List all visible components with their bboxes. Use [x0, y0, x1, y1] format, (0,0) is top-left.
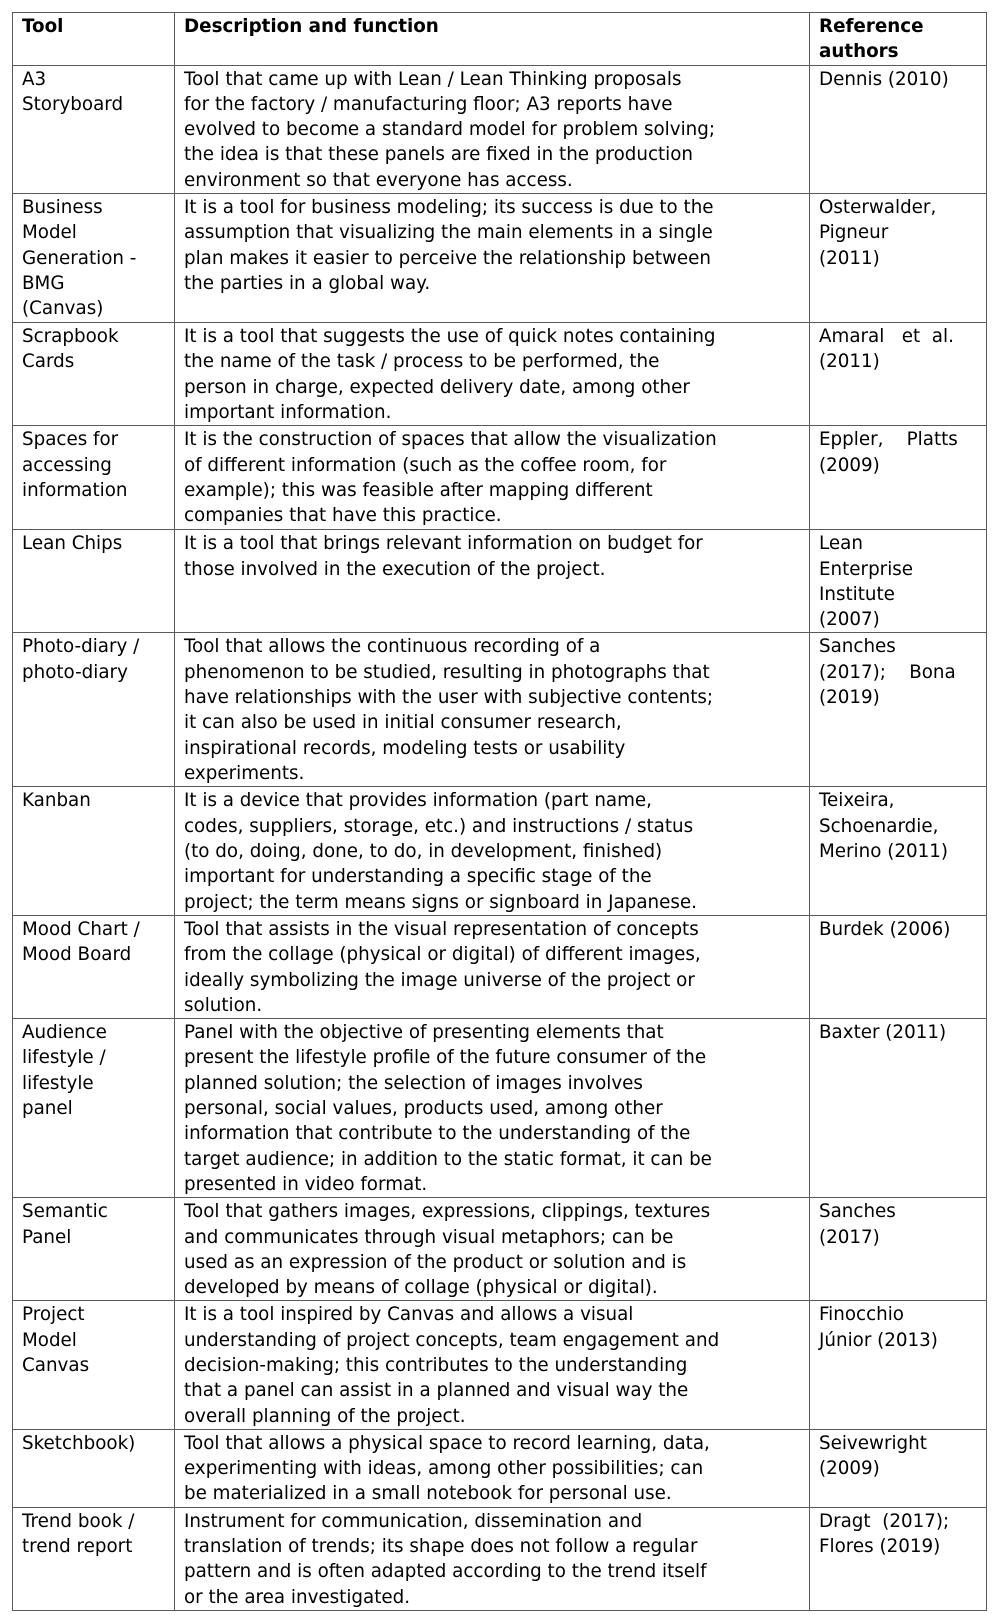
cell-line: translation of trends; its shape does not follow a regular	[184, 1536, 698, 1558]
cell-line: Spaces for	[22, 429, 119, 451]
cell-line: panel	[22, 1098, 73, 1120]
cell-line: Instrument for communication, dissemination and	[184, 1510, 643, 1532]
cell-line: (to do, doing, done, to do, in development, finished)	[184, 841, 663, 863]
authors-cell	[810, 323, 987, 426]
cell-line: environment so that everyone has access.	[184, 169, 573, 191]
cell-line: project; the term means signs or signboard in Japanese.	[184, 891, 697, 913]
cell-line: ideally symbolizing the image universe of the project or	[184, 969, 695, 991]
cell-line: for the factory / manufacturing floor; A3 reports have	[184, 93, 673, 115]
authors-cell	[810, 787, 987, 915]
cell-line: Sketchbook)	[22, 1432, 136, 1454]
tool-cell	[13, 426, 175, 530]
cell-line: Cards	[22, 351, 75, 373]
tool-cell	[13, 65, 175, 193]
table-row	[13, 1429, 987, 1507]
table-row	[13, 1019, 987, 1198]
tool-cell	[13, 1019, 175, 1198]
cell-line: (Canvas)	[22, 298, 104, 320]
cell-line: (2009)	[819, 454, 880, 476]
tool-cell	[13, 1507, 175, 1610]
cell-line: person in charge, expected delivery date, among other	[184, 376, 690, 398]
cell-line: Institute	[819, 583, 895, 605]
cell-line: pattern and is often adapted according to the trend itself	[184, 1561, 707, 1583]
cell-line: information that contribute to the understanding of the	[184, 1123, 691, 1145]
cell-line: Teixeira,	[819, 790, 895, 812]
cell-line: Osterwalder,	[819, 197, 937, 219]
description-cell	[175, 530, 810, 633]
authors-cell	[810, 915, 987, 1018]
cell-line: Tool that gathers images, expressions, clippings, textures	[184, 1201, 711, 1223]
authors-cell	[810, 1301, 987, 1429]
cell-line: Semantic	[22, 1201, 108, 1223]
cell-line: Sanches	[819, 1201, 896, 1223]
cell-line: Project	[22, 1304, 85, 1326]
header-row	[13, 13, 987, 66]
cell-line: Model	[22, 222, 77, 244]
description-cell	[175, 1507, 810, 1610]
cell-line: Baxter (2011)	[819, 1022, 947, 1044]
cell-line: information	[22, 479, 128, 501]
cell-line: Tool that allows the continuous recording of a	[184, 636, 601, 658]
tool-cell	[13, 1301, 175, 1429]
cell-line: It is a tool for business modeling; its success is due to the	[184, 197, 714, 219]
cell-line: Enterprise	[819, 558, 914, 580]
description-cell	[175, 787, 810, 915]
cell-line: Storyboard	[22, 93, 124, 115]
header-authors	[810, 13, 987, 66]
table-row	[13, 1301, 987, 1429]
cell-line: It is the construction of spaces that allow the visualization	[184, 429, 717, 451]
cell-line: (2011)	[819, 247, 880, 269]
authors-cell	[810, 633, 987, 787]
tools-table	[12, 12, 987, 1611]
cell-line: (2009)	[819, 1458, 880, 1480]
cell-line: Tool that allows a physical space to record learning, data,	[184, 1432, 710, 1454]
cell-line: Sanches	[819, 636, 896, 658]
cell-line: personal, social values, products used, among other	[184, 1098, 663, 1120]
cell-line: solution.	[184, 994, 263, 1016]
description-cell	[175, 633, 810, 787]
cell-line: Seivewright	[819, 1432, 927, 1454]
description-cell	[175, 426, 810, 530]
cell-line: presented in video format.	[184, 1173, 428, 1195]
table-row	[13, 1507, 987, 1610]
authors-cell	[810, 1507, 987, 1610]
cell-line: Lean Chips	[22, 533, 123, 555]
cell-line: It is a device that provides information (part name,	[184, 790, 652, 812]
cell-line: It is a tool that brings relevant information on budget for	[184, 533, 703, 555]
tool-cell	[13, 1198, 175, 1301]
tool-cell	[13, 633, 175, 787]
cell-line: lifestyle /	[22, 1047, 106, 1069]
table-row	[13, 915, 987, 1018]
tool-cell	[13, 915, 175, 1018]
cell-line: important information.	[184, 401, 392, 423]
cell-line: example); this was feasible after mapping different	[184, 479, 653, 501]
cell-line: or the area investigated.	[184, 1586, 411, 1608]
description-cell	[175, 1301, 810, 1429]
description-cell	[175, 1429, 810, 1507]
header-line: Description and function	[184, 16, 439, 37]
cell-line: and communicates through visual metaphors; can be	[184, 1226, 674, 1248]
cell-line: understanding of project concepts, team engagement and	[184, 1329, 720, 1351]
cell-line: accessing	[22, 454, 112, 476]
header-line: authors	[819, 41, 899, 63]
authors-cell	[810, 1019, 987, 1198]
cell-line: Model	[22, 1329, 77, 1351]
authors-cell	[810, 194, 987, 323]
cell-line: inspirational records, modeling tests or usability	[184, 737, 626, 759]
cell-line: planned solution; the selection of images involves	[184, 1072, 643, 1094]
table-row	[13, 426, 987, 530]
header-line: Tool	[22, 16, 64, 37]
cell-line: important for understanding a specific stage of the	[184, 866, 652, 888]
table-row	[13, 1198, 987, 1301]
cell-line: plan makes it easier to perceive the relationship between	[184, 247, 712, 269]
cell-line: it can also be used in initial consumer research,	[184, 712, 622, 734]
cell-line: trend report	[22, 1536, 133, 1558]
cell-line: Merino (2011)	[819, 841, 948, 863]
tool-cell	[13, 787, 175, 915]
cell-line: Pigneur	[819, 222, 889, 244]
cell-line: It is a tool inspired by Canvas and allows a visual	[184, 1304, 634, 1326]
description-cell	[175, 915, 810, 1018]
authors-cell	[810, 1429, 987, 1507]
cell-line: (2007)	[819, 609, 880, 631]
tool-cell	[13, 194, 175, 323]
cell-line: be materialized in a small notebook for personal use.	[184, 1483, 672, 1505]
cell-line: Scrapbook	[22, 326, 119, 348]
cell-line: of different information (such as the coffee room, for	[184, 454, 667, 476]
cell-line: Kanban	[22, 790, 91, 812]
authors-cell	[810, 65, 987, 193]
cell-line: Dennis (2010)	[819, 68, 949, 90]
cell-line: target audience; in addition to the static format, it can be	[184, 1148, 712, 1170]
cell-line: experiments.	[184, 762, 305, 784]
tool-cell	[13, 530, 175, 633]
authors-cell	[810, 426, 987, 530]
cell-line: the name of the task / process to be performed, the	[184, 351, 660, 373]
cell-line: Business	[22, 197, 103, 219]
cell-line: Generation -	[22, 247, 137, 269]
cell-line: (2017)	[819, 1226, 880, 1248]
cell-line: (2017); Bona	[819, 661, 956, 683]
description-cell	[175, 1019, 810, 1198]
cell-line: Schoenardie,	[819, 815, 939, 837]
cell-line: experimenting with ideas, among other possibilities; can	[184, 1458, 704, 1480]
cell-line: that a panel can assist in a planned and visual way the	[184, 1380, 689, 1402]
cell-line: evolved to become a standard model for problem solving;	[184, 119, 716, 141]
description-cell	[175, 323, 810, 426]
cell-line: present the lifestyle profile of the future consumer of the	[184, 1047, 707, 1069]
cell-line: decision-making; this contributes to the understanding	[184, 1354, 688, 1376]
cell-line: It is a tool that suggests the use of quick notes containing	[184, 326, 716, 348]
table-row	[13, 787, 987, 915]
cell-line: Tool that assists in the visual representation of concepts	[184, 918, 699, 940]
cell-line: Audience	[22, 1022, 107, 1044]
cell-line: Burdek (2006)	[819, 918, 951, 940]
cell-line: Flores (2019)	[819, 1536, 941, 1558]
authors-cell	[810, 530, 987, 633]
cell-line: used as an expression of the product or solution and is	[184, 1251, 687, 1273]
cell-line: from the collage (physical or digital) of different images,	[184, 944, 701, 966]
table-row	[13, 633, 987, 787]
cell-line: Panel	[22, 1226, 72, 1248]
cell-line: the parties in a global way.	[184, 272, 431, 294]
description-cell	[175, 65, 810, 193]
cell-line: companies that have this practice.	[184, 505, 502, 527]
header-description	[175, 13, 810, 66]
cell-line: Panel with the objective of presenting elements that	[184, 1022, 664, 1044]
tool-cell	[13, 1429, 175, 1507]
authors-cell	[810, 1198, 987, 1301]
description-cell	[175, 194, 810, 323]
cell-line: assumption that visualizing the main elements in a single	[184, 222, 713, 244]
tool-cell	[13, 323, 175, 426]
cell-line: Dragt (2017);	[819, 1510, 950, 1532]
cell-line: lifestyle	[22, 1072, 94, 1094]
cell-line: the idea is that these panels are fixed in the production	[184, 144, 694, 166]
cell-line: BMG	[22, 272, 65, 294]
cell-line: Canvas	[22, 1354, 90, 1376]
description-cell	[175, 1198, 810, 1301]
cell-line: A3	[22, 68, 47, 90]
cell-line: Photo-diary /	[22, 636, 140, 658]
cell-line: Tool that came up with Lean / Lean Thinking proposals	[184, 68, 682, 90]
table-row	[13, 194, 987, 323]
cell-line: (2019)	[819, 687, 880, 709]
cell-line: those involved in the execution of the project.	[184, 558, 606, 580]
cell-line: Eppler, Platts	[819, 429, 958, 451]
cell-line: Lean	[819, 533, 863, 555]
header-tool	[13, 13, 175, 66]
cell-line: Finocchio	[819, 1304, 904, 1326]
header-line: Reference	[819, 16, 924, 37]
cell-line: Mood Board	[22, 944, 132, 966]
table-row	[13, 530, 987, 633]
cell-line: Júnior (2013)	[819, 1329, 938, 1351]
cell-line: phenomenon to be studied, resulting in photographs that	[184, 661, 710, 683]
cell-line: developed by means of collage (physical or digital).	[184, 1277, 658, 1299]
cell-line: Mood Chart /	[22, 918, 140, 940]
cell-line: Amaral et al.	[819, 326, 954, 348]
table-row	[13, 65, 987, 193]
table-row	[13, 323, 987, 426]
cell-line: (2011)	[819, 351, 880, 373]
cell-line: photo-diary	[22, 661, 128, 683]
cell-line: codes, suppliers, storage, etc.) and instructions / status	[184, 815, 694, 837]
cell-line: Trend book /	[22, 1510, 135, 1532]
cell-line: overall planning of the project.	[184, 1405, 466, 1427]
cell-line: have relationships with the user with subjective contents;	[184, 687, 714, 709]
